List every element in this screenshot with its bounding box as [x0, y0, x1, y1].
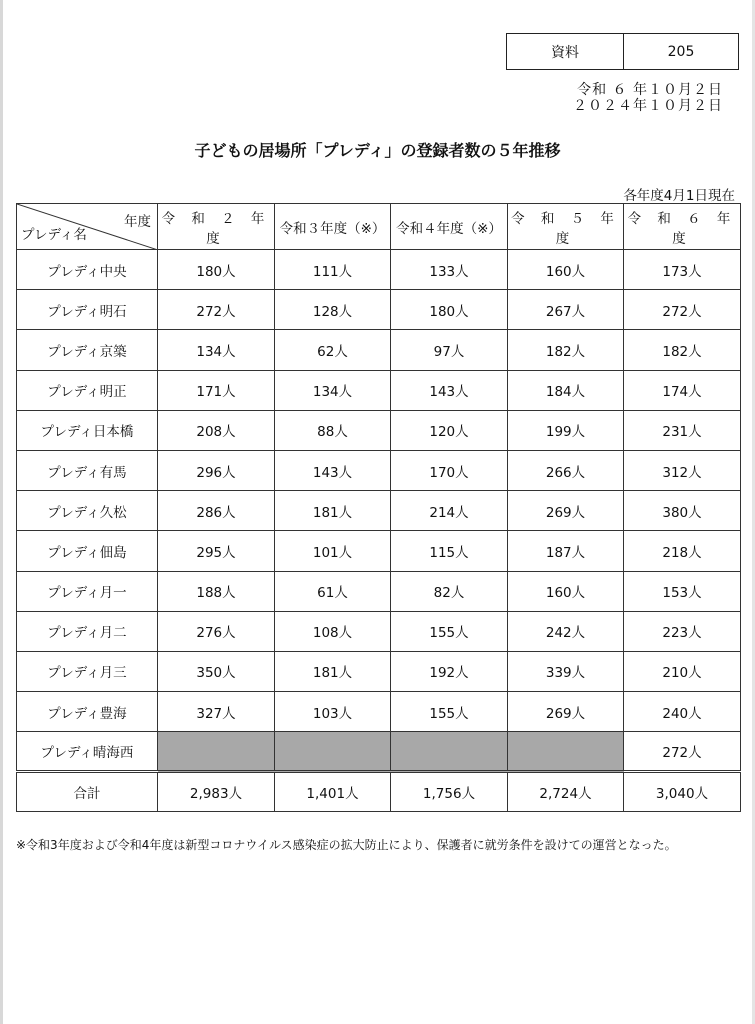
- not-applicable-cell: [391, 732, 508, 772]
- table-row: [17, 732, 741, 772]
- table-row: [17, 370, 741, 410]
- registrant-count: 269人: [508, 491, 624, 531]
- registrant-count: 97人: [391, 330, 508, 370]
- registrant-count: 61人: [275, 571, 391, 611]
- registrant-count: 231人: [624, 410, 741, 450]
- table-row: [17, 290, 741, 330]
- registrant-count: 214人: [391, 491, 508, 531]
- facility-name: プレディ豊海: [17, 692, 158, 732]
- year-header-3: 令和３年度（※）: [275, 204, 391, 250]
- registrant-count: 160人: [508, 571, 624, 611]
- facility-name: プレディ月二: [17, 611, 158, 651]
- not-applicable-cell: [158, 732, 275, 772]
- registrant-count: 182人: [508, 330, 624, 370]
- total-count: 2,724人: [508, 772, 624, 812]
- registration-table: [16, 203, 741, 812]
- footnote: ※令和3年度および令和4年度は新型コロナウイルス感染症の拡大防止により、保護者に就労条件を設けての運営となった。: [16, 838, 677, 852]
- total-row: [17, 772, 741, 812]
- registrant-count: 272人: [158, 290, 275, 330]
- facility-name: プレディ月一: [17, 571, 158, 611]
- registrant-count: 111人: [275, 250, 391, 290]
- year-header-5: 令 和 ５ 年 度: [508, 204, 624, 250]
- registrant-count: 188人: [158, 571, 275, 611]
- total-count: 2,983人: [158, 772, 275, 812]
- registrant-count: 153人: [624, 571, 741, 611]
- year-header-2: 令 和 ２ 年 度: [158, 204, 275, 250]
- facility-name: プレディ明石: [17, 290, 158, 330]
- registrant-count: 103人: [275, 692, 391, 732]
- registrant-count: 218人: [624, 531, 741, 571]
- registrant-count: 266人: [508, 450, 624, 490]
- date-wareki: 令和 ６ 年１０月２日: [577, 82, 723, 98]
- registrant-count: 134人: [275, 370, 391, 410]
- table-row: [17, 692, 741, 732]
- registrant-count: 272人: [624, 732, 741, 772]
- table-row: [17, 410, 741, 450]
- registrant-count: 182人: [624, 330, 741, 370]
- table-header-row: [17, 204, 741, 250]
- registrant-count: 155人: [391, 611, 508, 651]
- registrant-count: 180人: [391, 290, 508, 330]
- registrant-count: 171人: [158, 370, 275, 410]
- registrant-count: 170人: [391, 450, 508, 490]
- total-count: 1,401人: [275, 772, 391, 812]
- table-row: [17, 491, 741, 531]
- registrant-count: 115人: [391, 531, 508, 571]
- registrant-count: 143人: [275, 450, 391, 490]
- registrant-count: 242人: [508, 611, 624, 651]
- not-applicable-cell: [275, 732, 391, 772]
- registrant-count: 296人: [158, 450, 275, 490]
- registrant-count: 276人: [158, 611, 275, 651]
- registrant-count: 134人: [158, 330, 275, 370]
- registrant-count: 192人: [391, 651, 508, 691]
- facility-name: プレディ有馬: [17, 450, 158, 490]
- corner-name-label: プレディ名: [21, 227, 87, 243]
- registrant-count: 272人: [624, 290, 741, 330]
- registrant-count: 173人: [624, 250, 741, 290]
- registrant-count: 133人: [391, 250, 508, 290]
- facility-name: プレディ中央: [17, 250, 158, 290]
- registrant-count: 210人: [624, 651, 741, 691]
- table-row: [17, 571, 741, 611]
- registrant-count: 380人: [624, 491, 741, 531]
- registrant-count: 82人: [391, 571, 508, 611]
- date-block: [573, 82, 723, 114]
- registrant-count: 120人: [391, 410, 508, 450]
- registrant-count: 174人: [624, 370, 741, 410]
- year-header-4: 令和４年度（※）: [391, 204, 508, 250]
- document-number: 205: [667, 43, 695, 60]
- table-corner-cell: [17, 204, 158, 250]
- document-label: 資料: [507, 34, 624, 69]
- registrant-count: 339人: [508, 651, 624, 691]
- registrant-count: 312人: [624, 450, 741, 490]
- registrant-count: 181人: [275, 651, 391, 691]
- registrant-count: 269人: [508, 692, 624, 732]
- registrant-count: 295人: [158, 531, 275, 571]
- registrant-count: 101人: [275, 531, 391, 571]
- total-count: 3,040人: [624, 772, 741, 812]
- registrant-count: 208人: [158, 410, 275, 450]
- document-number-box: [506, 33, 739, 70]
- facility-name: プレディ佃島: [17, 531, 158, 571]
- total-count: 1,756人: [391, 772, 508, 812]
- registrant-count: 180人: [158, 250, 275, 290]
- registrant-count: 240人: [624, 692, 741, 732]
- table-row: [17, 330, 741, 370]
- registrant-count: 199人: [508, 410, 624, 450]
- registrant-count: 108人: [275, 611, 391, 651]
- registrant-count: 223人: [624, 611, 741, 651]
- table-row: [17, 250, 741, 290]
- facility-name: プレディ晴海西: [17, 732, 158, 772]
- facility-name: プレディ京築: [17, 330, 158, 370]
- registrant-count: 62人: [275, 330, 391, 370]
- facility-name: プレディ月三: [17, 651, 158, 691]
- table-body: [17, 250, 741, 812]
- as-of-note: 各年度4月1日現在: [623, 188, 735, 204]
- registrant-count: 88人: [275, 410, 391, 450]
- facility-name: プレディ日本橋: [17, 410, 158, 450]
- registrant-count: 143人: [391, 370, 508, 410]
- registrant-count: 267人: [508, 290, 624, 330]
- table-row: [17, 611, 741, 651]
- registrant-count: 327人: [158, 692, 275, 732]
- total-label: 合計: [17, 772, 158, 812]
- registrant-count: 286人: [158, 491, 275, 531]
- year-header-6: 令 和 ６ 年 度: [624, 204, 741, 250]
- corner-year-label: 年度: [124, 214, 151, 230]
- registrant-count: 155人: [391, 692, 508, 732]
- not-applicable-cell: [508, 732, 624, 772]
- page-title: 子どもの居場所「プレディ」の登録者数の５年推移: [194, 141, 561, 160]
- registrant-count: 187人: [508, 531, 624, 571]
- date-seireki: ２０２４年１０月２日: [573, 98, 723, 114]
- registrant-count: 128人: [275, 290, 391, 330]
- registrant-count: 181人: [275, 491, 391, 531]
- facility-name: プレディ久松: [17, 491, 158, 531]
- registrant-count: 160人: [508, 250, 624, 290]
- table-row: [17, 450, 741, 490]
- table-row: [17, 531, 741, 571]
- facility-name: プレディ明正: [17, 370, 158, 410]
- registrant-count: 350人: [158, 651, 275, 691]
- table-row: [17, 651, 741, 691]
- registrant-count: 184人: [508, 370, 624, 410]
